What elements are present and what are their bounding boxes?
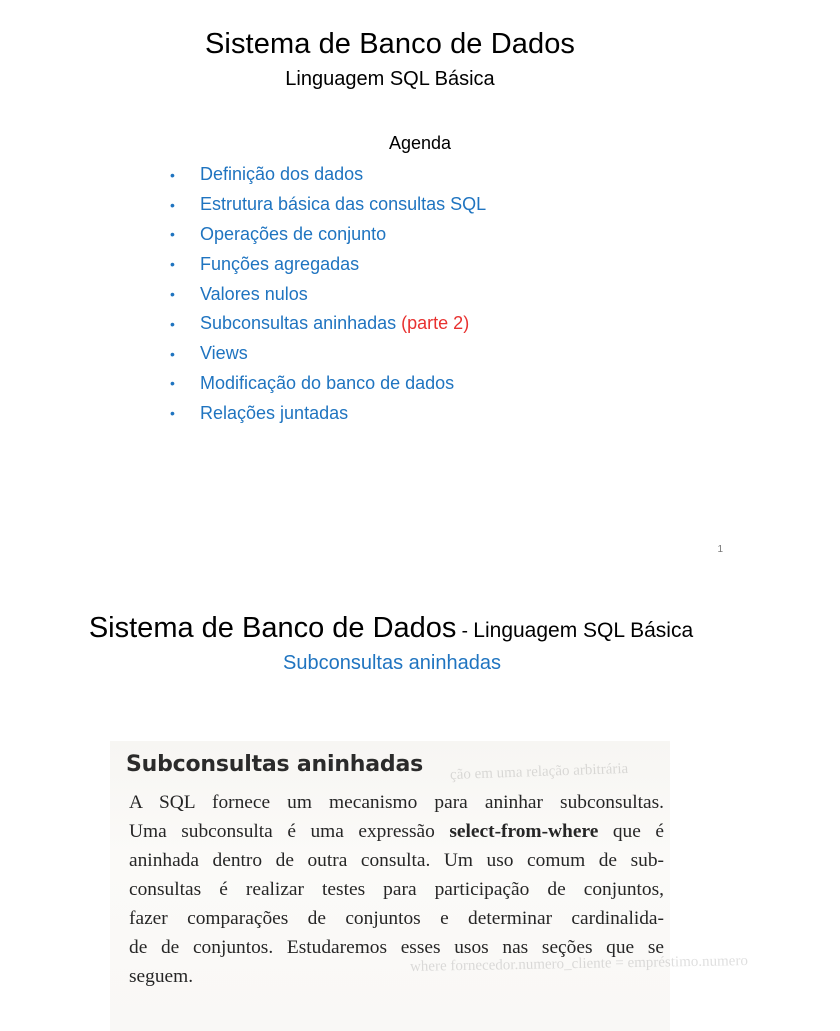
agenda-item-label: Estrutura básica das consultas SQL — [200, 194, 487, 215]
book-line-text: consultas é realizar testes para participação de conjuntos, — [129, 879, 664, 900]
slide-2 — [0, 576, 768, 1024]
bullet-icon: • — [170, 286, 175, 303]
book-line-text: fazer comparações de conjuntos e determinar cardinalida- — [129, 908, 664, 929]
bullet-icon: • — [170, 166, 175, 183]
agenda-item-label: Views — [200, 343, 248, 364]
slide-2-title — [0, 612, 782, 645]
agenda-item-note: (parte 2) — [401, 313, 470, 334]
agenda-item-label: Relações juntadas — [200, 402, 349, 423]
book-line — [129, 875, 664, 904]
agenda-item-label: Funções agregadas — [200, 253, 360, 274]
book-line-text: aninhada dentro de outra consulta. Um uso comum de sub- — [129, 850, 664, 871]
bullet-icon: • — [170, 226, 175, 243]
agenda-list — [170, 160, 486, 428]
agenda-item-label: Valores nulos — [200, 283, 308, 304]
slide-1-title: Sistema de Banco de Dados — [204, 28, 576, 60]
bullet-icon: • — [170, 315, 175, 332]
agenda-item-label: Operações de conjunto — [200, 223, 387, 244]
bullet-icon: • — [170, 405, 175, 422]
slide-2-subtitle: Subconsultas aninhadas — [283, 652, 501, 674]
book-heading: Subconsultas aninhadas — [126, 752, 423, 777]
book-page-scan — [110, 741, 749, 1031]
agenda-item-label: Modificação do banco de dados — [200, 372, 455, 393]
bleed-through-text: ção em uma relação arbitrária — [449, 760, 629, 784]
slide-2-title-main: Sistema de Banco de Dados — [88, 612, 457, 644]
book-line-text: A SQL fornece um mecanismo para aninhar subconsultas. — [129, 792, 664, 813]
book-line — [129, 962, 664, 991]
agenda-item — [170, 339, 486, 369]
slide-1-subtitle: Linguagem SQL Básica — [285, 68, 495, 90]
agenda-item-label: Definição dos dados — [200, 164, 364, 185]
agenda-item — [170, 249, 486, 279]
agenda-item — [170, 190, 486, 220]
book-line-text: de de conjuntos. Estudaremos esses usos nas seções que se — [129, 937, 664, 958]
book-line — [129, 846, 664, 875]
book-line-bold-term: select-from-where — [449, 821, 599, 842]
agenda-item — [170, 279, 486, 309]
agenda-item — [170, 309, 486, 339]
book-line-text: Uma subconsulta é uma expressão — [129, 821, 450, 842]
bullet-icon: • — [170, 256, 175, 273]
book-line-text: que é — [598, 821, 664, 842]
book-line-text: seguem. — [129, 966, 194, 987]
bullet-icon: • — [170, 345, 175, 362]
slide-2-title-separator: - — [456, 621, 474, 642]
book-line — [129, 933, 664, 962]
book-line — [129, 817, 664, 846]
slide-2-title-suffix: Linguagem SQL Básica — [473, 619, 694, 642]
agenda-item — [170, 220, 486, 250]
book-paragraph — [129, 788, 664, 991]
agenda-item — [170, 398, 486, 428]
agenda-item — [170, 369, 486, 399]
agenda-item-label: Subconsultas aninhadas — [200, 313, 397, 334]
bleed-through-text: where fornecedor.numero_cliente = empréstimo.numero — [409, 953, 749, 975]
agenda-heading: Agenda — [388, 133, 452, 153]
bullet-icon: • — [170, 196, 175, 213]
agenda-item — [170, 160, 486, 190]
book-line — [129, 788, 664, 817]
bullet-icon: • — [170, 375, 175, 392]
slide-number: 1 — [717, 544, 723, 555]
book-line — [129, 904, 664, 933]
